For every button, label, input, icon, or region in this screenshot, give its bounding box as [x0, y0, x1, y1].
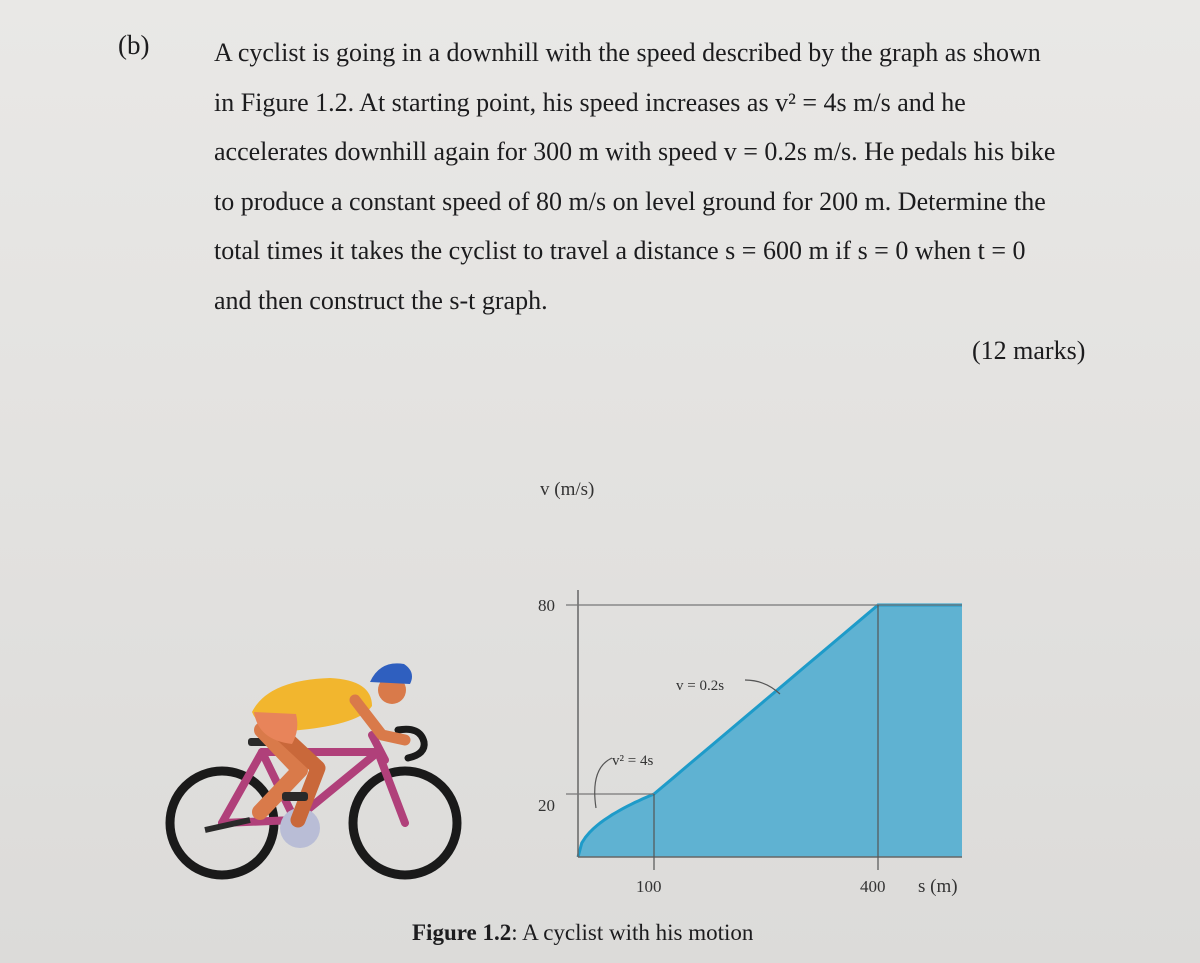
- x-tick-label-400: 400: [860, 877, 886, 896]
- segment-label-linear: v = 0.2s: [676, 678, 725, 694]
- y-tick-label-20: 20: [538, 796, 555, 815]
- question-line-4-text: to produce a constant speed of 80 m/s on level ground for 200 m. Determine the: [214, 186, 1046, 216]
- x-axis-label: s (m): [918, 876, 958, 897]
- question-line-2-text: in Figure 1.2. At starting point, his speed increases as v² = 4s m/s and he: [214, 87, 966, 117]
- area-under-curve: [578, 605, 962, 857]
- cyclist-illustration: [170, 663, 457, 875]
- question-line-1: A cyclist is going in a downhill with the speed described by the graph as shown: [214, 38, 1041, 67]
- velocity-distance-chart: [538, 479, 962, 897]
- y-axis-label: v (m/s): [540, 479, 595, 500]
- question-line-6-text: and then construct the s-t graph.: [214, 285, 548, 315]
- figure-caption-text: : A cyclist with his motion: [511, 920, 754, 945]
- question-line-3-text: accelerates downhill again for 300 m with speed v = 0.2s m/s. He pedals his bike: [214, 137, 1056, 166]
- segment-label-parabolic: v² = 4s: [612, 753, 654, 769]
- question-line-5-text: total times it takes the cyclist to travel a distance s = 600 m if s = 0 when t = 0: [214, 236, 1026, 265]
- marks-label: (12 marks): [972, 336, 1086, 365]
- rider-shoe: [282, 792, 308, 801]
- x-tick-label-100: 100: [636, 877, 662, 896]
- helmet-icon: [370, 663, 412, 684]
- figure-caption-number: Figure 1.2: [412, 920, 512, 945]
- rider-arm: [355, 700, 405, 740]
- curve-pointer-2: [595, 758, 612, 808]
- figure-caption: [412, 920, 753, 946]
- part-label: (b): [118, 30, 150, 60]
- y-tick-label-80: 80: [538, 596, 555, 615]
